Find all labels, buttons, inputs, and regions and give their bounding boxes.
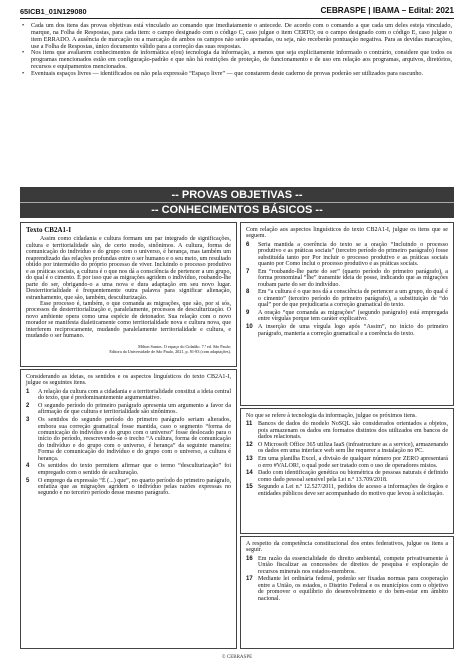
question-item — [26, 463, 231, 476]
exam-title: CEBRASPE | IBAMA – Edital: 2021 — [320, 6, 454, 15]
question-number: 5 — [26, 477, 30, 484]
question-number: 15 — [246, 484, 253, 491]
header-divider — [20, 18, 454, 19]
question-number: 14 — [246, 470, 253, 477]
question-group-1 — [20, 369, 237, 649]
question-item — [246, 556, 448, 575]
text-paragraph: Assim como cidadania e cultura formam um par integrado de significações, cultura e territorialidade são, de certo modo, sinônimos. A cultura, forma de comunicação do indivíduo e do grupo com o universo, é herança, mas também um reaprendizado das relações profundas entre o ser humano e o seu meio, um resultado obtido por intermédio do próprio processo de viver. Incluindo o processo produtivo e as práticas sociais, a cultura é o que nos dá a consciência de pertencer a um grupo, do qual é o cimento. É por isso que as migrações agridem o indivíduo, roubando-lhe parte do ser, obrigando-o a uma nova e dura adaptação em seu novo lugar. Desterritorialidade é frequentemente outra palavra para significar alienação, estranhamento, que são, também, desculturização. — [26, 236, 231, 301]
question-item — [26, 389, 231, 402]
question-number: 16 — [246, 555, 253, 562]
page-header — [20, 6, 454, 18]
question-text: Seria mantida a coerência do texto se a oração “Incluindo o processo produtivo e as práticas sociais” (terceiro período do primeiro parágrafo) fosse substituída tanto por Por incluir o processo produtivo e as práticas sociais quanto por Como inclui o processo produtivo e as práticas sociais. — [258, 241, 448, 268]
copyright: © CEBRASPE — [221, 655, 253, 660]
question-item — [246, 456, 448, 469]
question-number: 8 — [246, 289, 250, 296]
question-text: Em “roubando-lhe parte do ser” (quarto período do primeiro parágrafo), a forma pronominal “lhe” transmite ideia de posse, indicando que as migrações roubam parte do ser do indivíduo. — [258, 268, 448, 288]
banner-objective: -- PROVAS OBJETIVAS -- — [20, 187, 454, 203]
question-text: Em “a cultura é o que nos dá a consciência de pertencer a um grupo, do qual é o cimento” (terceiro período do primeiro parágrafo), a substituição de “do qual” por de que prejudicaria a correção gramatical do texto. — [258, 289, 448, 309]
question-item — [26, 403, 231, 416]
question-group-4 — [240, 536, 454, 649]
bullet-icon: • — [22, 70, 25, 77]
instruction-item: • Eventuais espaços livres — identificados ou não pela expressão “Espaço livre” — que constarem deste caderno de provas poderão ser utilizados para rascunho. — [22, 70, 424, 77]
question-text: O Microsoft Office 365 utiliza IaaS (infrastructure as a service), armazenando os dados em uma interface web sem lhe requerer a instalação no PC. — [258, 442, 448, 455]
question-text: Os sentidos do segundo período do primeiro parágrafo seriam alterados, embora sua correção gramatical fosse mantida, caso o segmento “forma de comunicação do indivíduo e do grupo com o universo” fosse deslocado para o início do período, reescrevendo-se o trecho “A cultura, forma de comunicação do indivíduo e do grupo com o universo, é herança” da seguinte maneira: Forma de comunicação do indivíduo e do grupo com o universo, a cultura é herança. — [38, 417, 231, 462]
instruction-item: • Cada um dos itens das provas objetivas está vinculado ao comando que imediatamente o antecede. De acordo com o comando a que cada um deles esteja vinculado, marque, na Folha de Respostas, para cada item: o campo designado com o código C, caso julgue o item CERTO; ou o campo designado com o código E, caso julgue o item ERRADO. A ausência de marcação ou a marcação de ambos os campos não serão apenadas, ou seja, não receberão pontuação negativa. Para as devidas marcações, use a Folha de Respostas, único documento válido para a correção das suas respostas. — [22, 23, 452, 50]
question-text: Bancos de dados do modelo NoSQL são considerados orientados a objetos, pois armazenam os dados em formatos distintos dos utilizados em bancos de dados relacionais. — [258, 421, 448, 441]
question-text: A relação da cultura com a cidadania e a territorialidade constitui a ideia central do texto, que é predominantemente argumentativo. — [38, 388, 231, 402]
question-text: Dado com identificação genética ou biométrica de pessoas naturais é definido como dado pessoal sensível pela Lei n.º 13.709/2018. — [258, 470, 448, 483]
question-item — [26, 417, 231, 462]
question-text: Em uma planilha Excel, a divisão de qualquer número por ZERO apresentará o erro #VALOR!, o qual pode ser tratado com o uso de operadores mistos. — [258, 456, 448, 469]
question-number: 1 — [26, 388, 30, 395]
banner-basic-knowledge: -- CONHECIMENTOS BÁSICOS -- — [151, 204, 323, 216]
question-text: Mediante lei ordinária federal, poderão ser fixadas normas para cooperação entre a União, os estados, o Distrito Federal e os municípios com o objetivo de promover o equilíbrio do desenvolvimento e do bem-estar em âmbito nacional. — [258, 576, 448, 602]
question-item — [246, 289, 448, 308]
question-item — [246, 242, 448, 268]
question-number: 11 — [246, 421, 253, 428]
question-intro: No que se refere à tecnologia da informação, julgue os próximos itens. — [246, 413, 417, 419]
question-item — [246, 269, 448, 288]
question-number: 17 — [246, 576, 253, 583]
bullet-icon: • — [22, 50, 25, 57]
question-number: 12 — [246, 442, 253, 448]
question-intro: Considerando as ideias, os sentidos e os aspectos linguísticos do texto CB2A1-I, julgue os seguintes itens. — [26, 374, 231, 387]
section-banner — [20, 187, 454, 218]
question-text: O segundo período do primeiro parágrafo apresenta um argumento a favor da afirmação de que cultura e territorialidade são sinônimos. — [38, 403, 231, 416]
question-intro: A respeito da competência constitucional dos entes federativos, julgue os itens a seguir. — [246, 541, 448, 554]
question-item — [246, 310, 448, 323]
question-item — [246, 442, 448, 455]
question-text: A oração “que comanda as migrações” (segundo parágrafo) está empregada entre vírgulas porque tem caráter explicativo. — [258, 310, 448, 323]
question-item — [246, 470, 448, 483]
question-number: 6 — [246, 241, 250, 248]
question-item — [246, 421, 448, 440]
text-title: Texto CB2A1-I — [26, 226, 72, 234]
instructions — [22, 23, 452, 78]
question-item — [246, 484, 448, 497]
question-text: Em razão da essencialidade do direito ambiental, compete privativamente à União fiscalizar as concessões de direitos de pesquisa e exploração de recursos minerais nos estados-membros. — [258, 555, 448, 575]
question-item — [26, 478, 231, 497]
question-item — [246, 324, 448, 337]
text-paragraph: Esse processo é, também, o que comanda as migrações, que são, por si sós, processos de desterritorialização e, paralelamente, processos de desculturização. O novo ambiente opera como uma espécie de detonador. Sua relação com o novo morador se manifesta dialeticamente como territorialidade nova e cultura nova, que interferem reciprocamente, mudando paralelamente territorialidade e cultura, e mudando o ser humano. — [26, 300, 231, 340]
question-number: 9 — [246, 310, 250, 316]
bullet-icon: • — [22, 23, 25, 29]
question-text: Segundo a Lei n.º 12.527/2011, pedidos de acesso a informações de órgãos e entidades públicos deve ser acompanhado do motivo que levou à solicitação. — [258, 484, 448, 497]
question-text: A inserção de uma vírgula logo após “Assim”, no início do primeiro parágrafo, manteria a correção gramatical e a coerência do texto. — [258, 324, 448, 337]
question-group-2 — [240, 222, 454, 406]
booklet-code: 65ICB1_01N129080 — [20, 7, 87, 16]
question-number: 3 — [26, 417, 30, 424]
question-number: 7 — [246, 268, 250, 275]
instruction-item: • Nos itens que avaliarem conhecimentos de informática e(ou) tecnologia da informação, a menos que seja explicitamente informado o contrário, considere que todos os programas mencionados estão em configuração-padrão e que não há restrições de proteção, de funcionamento e de uso em relação aos programas, arquivos, diretórios, recursos e equipamentos mencionados. — [22, 50, 452, 71]
text-box — [20, 222, 237, 367]
question-number: 10 — [246, 324, 253, 331]
question-item — [246, 576, 448, 602]
question-number: 4 — [26, 463, 30, 470]
question-text: Os sentidos do texto permitem afirmar que o termo “desculturização” foi empregado com o sentido de aculturação. — [38, 463, 231, 476]
question-text: O emprego da expressão “É (...) que”, no quarto período do primeiro parágrafo, enfatiza que as migrações agridem o indivíduo pelas razões expressas no segundo e no terceiro período desse mesmo parágrafo. — [38, 477, 231, 497]
question-number: 13 — [246, 456, 253, 463]
question-group-3 — [240, 408, 454, 534]
question-intro: Com relação aos aspectos linguísticos do texto CB2A1-I, julgue os itens que se seguem. — [246, 227, 448, 240]
text-citation: Milton Santos. O espaço do Cidadão. 7.ª ed. São Paulo: Editora da Universidade de São Paulo, 2021, p. 81-83 (com adaptações). — [109, 343, 231, 354]
question-number: 2 — [26, 403, 30, 409]
